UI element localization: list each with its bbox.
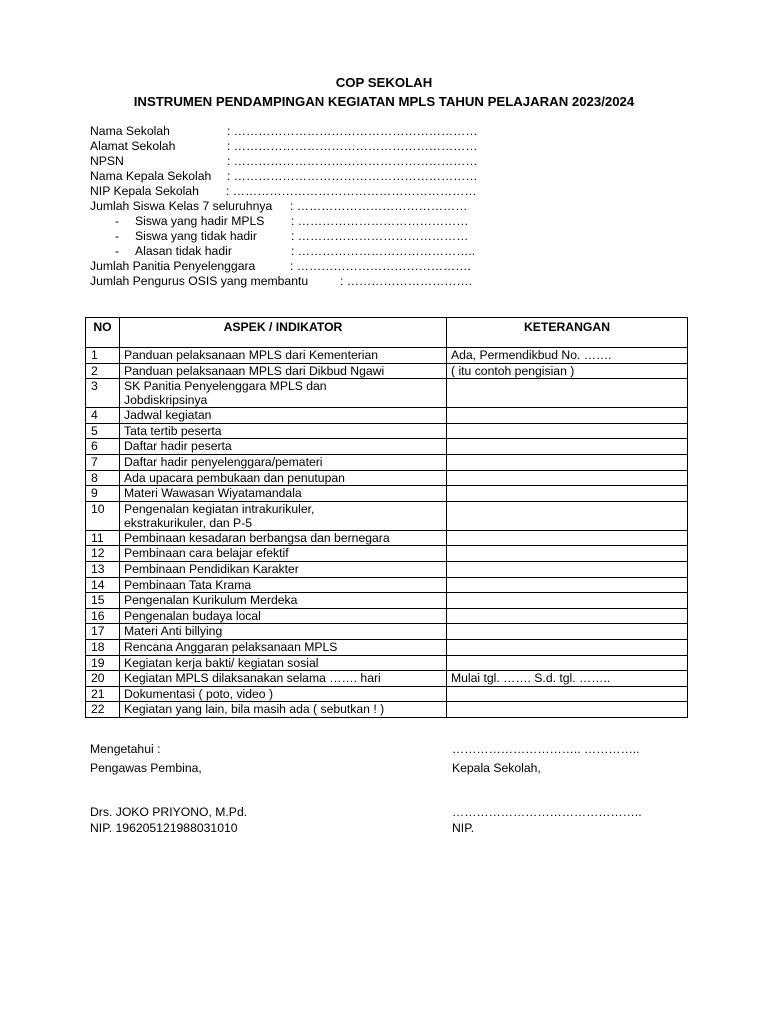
info-value: : ……………………………………	[291, 214, 469, 228]
info-value: : …………………………………….	[290, 259, 471, 273]
table-row	[86, 379, 688, 408]
info-label: Jumlah Panitia Penyelenggara	[90, 259, 256, 273]
bullet-dash: -	[115, 214, 120, 228]
table-row	[86, 423, 688, 439]
signature-right-nip: NIP.	[452, 821, 475, 835]
row-keterangan	[447, 608, 688, 624]
row-keterangan	[447, 486, 688, 502]
bullet-dash: -	[115, 244, 120, 258]
info-label: Nama Sekolah	[90, 124, 170, 138]
info-value: : ……………………………………..	[291, 244, 476, 258]
row-number: 19	[86, 655, 120, 671]
table-row	[86, 577, 688, 593]
info-label: Jumlah Siswa Kelas 7 seluruhnya	[90, 199, 273, 213]
signature-right-name: ………………………………………..	[452, 805, 642, 819]
row-keterangan	[447, 655, 688, 671]
row-aspek: Materi Wawasan Wiyatamandala	[120, 486, 447, 502]
row-number: 11	[86, 530, 120, 546]
table-row	[86, 624, 688, 640]
row-aspek: SK Panitia Penyelenggara MPLS dan Jobdiskripsinya	[120, 379, 447, 408]
row-keterangan	[447, 379, 688, 408]
row-aspek: Pembinaan cara belajar efektif	[120, 546, 447, 562]
table-row	[86, 363, 688, 379]
row-aspek: Tata tertib peserta	[120, 423, 447, 439]
row-keterangan	[447, 546, 688, 562]
row-number: 14	[86, 577, 120, 593]
row-aspek: Daftar hadir penyelenggara/pemateri	[120, 454, 447, 470]
table-row	[86, 501, 688, 530]
row-keterangan	[447, 639, 688, 655]
row-number: 21	[86, 686, 120, 702]
table-row	[86, 608, 688, 624]
table-row	[86, 686, 688, 702]
info-label: NPSN	[90, 154, 124, 168]
row-keterangan: Ada, Permendikbud No. …….	[447, 348, 688, 364]
row-aspek: Dokumentasi ( poto, video )	[120, 686, 447, 702]
table-row	[86, 439, 688, 455]
row-aspek: Pengenalan kegiatan intrakurikuler, ekstrakurikuler, dan P-5	[120, 501, 447, 530]
table-row	[86, 593, 688, 609]
row-number: 12	[86, 546, 120, 562]
row-number: 17	[86, 624, 120, 640]
info-label: Siswa yang hadir MPLS	[135, 214, 265, 228]
signature-mengetahui: Mengetahui :	[90, 742, 161, 756]
signature-left-name: Drs. JOKO PRIYONO, M.Pd.	[90, 805, 248, 819]
table-row	[86, 655, 688, 671]
table-row	[86, 671, 688, 687]
row-keterangan	[447, 454, 688, 470]
info-value: : ……………………………………	[291, 229, 469, 243]
info-label: NIP Kepala Sekolah	[90, 184, 199, 198]
row-keterangan: Mulai tgl. ……. S.d. tgl. ……..	[447, 671, 688, 687]
row-aspek: Panduan pelaksanaan MPLS dari Dikbud Ngawi	[120, 363, 447, 379]
row-number: 22	[86, 702, 120, 718]
row-aspek: Kegiatan kerja bakti/ kegiatan sosial	[120, 655, 447, 671]
row-aspek: Materi Anti billying	[120, 624, 447, 640]
row-aspek: Panduan pelaksanaan MPLS dari Kementerian	[120, 348, 447, 364]
row-aspek: Pembinaan Pendidikan Karakter	[120, 561, 447, 577]
table-row	[86, 408, 688, 424]
signature-left-role: Pengawas Pembina,	[90, 761, 202, 775]
table-row	[86, 530, 688, 546]
row-keterangan	[447, 561, 688, 577]
document-subtitle: INSTRUMEN PENDAMPINGAN KEGIATAN MPLS TAHUN PELAJARAN 2023/2024	[133, 94, 635, 109]
row-number: 3	[86, 379, 120, 408]
row-keterangan	[447, 624, 688, 640]
row-number: 7	[86, 454, 120, 470]
row-keterangan	[447, 530, 688, 546]
row-aspek: Pengenalan budaya local	[120, 608, 447, 624]
table-row	[86, 561, 688, 577]
row-keterangan: ( itu contoh pengisian )	[447, 363, 688, 379]
info-value: : ………………………….	[340, 274, 473, 288]
info-value: : ……………………………………………………	[227, 139, 478, 153]
table-row	[86, 470, 688, 486]
row-aspek: Ada upacara pembukaan dan penutupan	[120, 470, 447, 486]
info-value: : ……………………………………………………	[227, 154, 478, 168]
row-aspek: Kegiatan MPLS dilaksanakan selama ……. hari	[120, 671, 447, 687]
row-number: 9	[86, 486, 120, 502]
document-title: COP SEKOLAH	[335, 75, 433, 90]
column-header-no: NO	[86, 318, 120, 348]
row-keterangan	[447, 501, 688, 530]
row-number: 6	[86, 439, 120, 455]
row-number: 2	[86, 363, 120, 379]
bullet-dash: -	[115, 229, 120, 243]
column-header-keterangan: KETERANGAN	[447, 318, 688, 348]
info-label: Nama Kepala Sekolah	[90, 169, 212, 183]
row-number: 13	[86, 561, 120, 577]
row-keterangan	[447, 439, 688, 455]
info-label: Alamat Sekolah	[90, 139, 176, 153]
table-row	[86, 348, 688, 364]
row-keterangan	[447, 686, 688, 702]
row-keterangan	[447, 593, 688, 609]
row-keterangan	[447, 408, 688, 424]
row-aspek: Pembinaan Tata Krama	[120, 577, 447, 593]
row-aspek: Daftar hadir peserta	[120, 439, 447, 455]
row-keterangan	[447, 423, 688, 439]
row-number: 5	[86, 423, 120, 439]
info-label: Alasan tidak hadir	[135, 244, 232, 258]
table-row	[86, 486, 688, 502]
row-aspek: Rencana Anggaran pelaksanaan MPLS	[120, 639, 447, 655]
signature-place-date: ………………………….. …………..	[452, 742, 640, 756]
row-aspek: Pembinaan kesadaran berbangsa dan bernegara	[120, 530, 447, 546]
table-row	[86, 546, 688, 562]
row-aspek: Jadwal kegiatan	[120, 408, 447, 424]
row-number: 1	[86, 348, 120, 364]
row-number: 8	[86, 470, 120, 486]
info-label: Siswa yang tidak hadir	[135, 229, 257, 243]
row-number: 16	[86, 608, 120, 624]
table-row	[86, 639, 688, 655]
row-keterangan	[447, 702, 688, 718]
info-value: : ……………………………………………………	[227, 169, 478, 183]
info-label: Jumlah Pengurus OSIS yang membantu	[90, 274, 309, 288]
column-header-aspek: ASPEK / INDIKATOR	[120, 318, 447, 348]
table-row	[86, 454, 688, 470]
signature-right-role: Kepala Sekolah,	[452, 761, 541, 775]
table-header-row	[86, 318, 688, 348]
row-aspek: Kegiatan yang lain, bila masih ada ( sebutkan ! )	[120, 702, 447, 718]
row-keterangan	[447, 470, 688, 486]
row-number: 4	[86, 408, 120, 424]
row-number: 20	[86, 671, 120, 687]
row-number: 15	[86, 593, 120, 609]
row-aspek: Pengenalan Kurikulum Merdeka	[120, 593, 447, 609]
table-row	[86, 702, 688, 718]
row-number: 18	[86, 639, 120, 655]
info-value: : ……………………………………………………	[227, 124, 478, 138]
checklist-table	[85, 317, 688, 718]
info-value: : ……………………………………	[290, 199, 468, 213]
signature-left-nip: NIP. 196205121988031010	[90, 821, 238, 835]
info-value: : ……………………………………………………	[226, 184, 477, 198]
row-number: 10	[86, 501, 120, 530]
row-keterangan	[447, 577, 688, 593]
